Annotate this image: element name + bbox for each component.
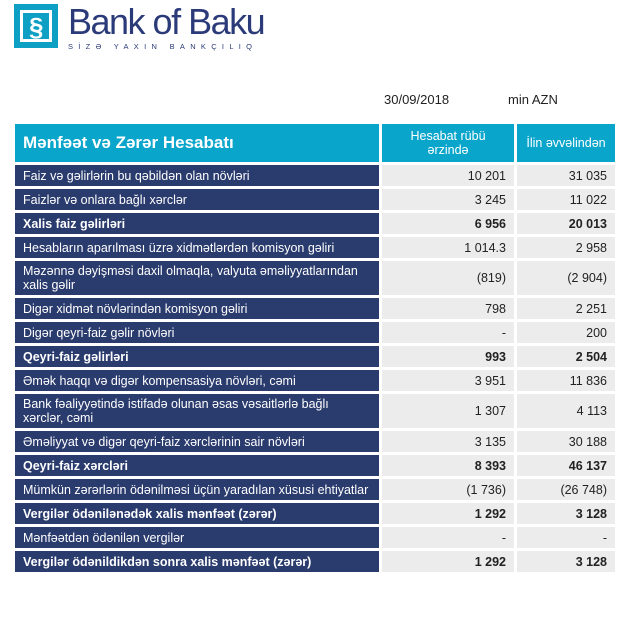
value-quarter: 1 292 xyxy=(382,503,514,524)
income-statement-table xyxy=(12,121,618,575)
value-quarter: 8 393 xyxy=(382,455,514,476)
value-ytd: 2 958 xyxy=(517,237,615,258)
value-quarter: - xyxy=(382,322,514,343)
value-quarter: 1 014.3 xyxy=(382,237,514,258)
value-ytd: (26 748) xyxy=(517,479,615,500)
value-quarter: 6 956 xyxy=(382,213,514,234)
value-ytd: 4 113 xyxy=(517,394,615,428)
value-quarter: 993 xyxy=(382,346,514,367)
value-ytd: 2 251 xyxy=(517,298,615,319)
logo-tagline: SİZƏ YAXIN BANKÇILIQ xyxy=(68,42,258,51)
value-ytd: (2 904) xyxy=(517,261,615,295)
column-header-ytd: İlin əvvəlindən xyxy=(517,124,615,162)
row-label: Əmək haqqı və digər kompensasiya növləri, cəmi xyxy=(15,370,379,391)
logo-name: Bank of Baku xyxy=(68,1,265,42)
value-ytd: 3 128 xyxy=(517,551,615,572)
value-quarter: 3 135 xyxy=(382,431,514,452)
value-ytd: 2 504 xyxy=(517,346,615,367)
value-quarter: (1 736) xyxy=(382,479,514,500)
table-row xyxy=(15,261,615,295)
table-row xyxy=(15,189,615,210)
table-row xyxy=(15,394,615,428)
value-quarter: 1 307 xyxy=(382,394,514,428)
value-ytd: - xyxy=(517,527,615,548)
value-ytd: 20 013 xyxy=(517,213,615,234)
value-quarter: 10 201 xyxy=(382,165,514,186)
table-row xyxy=(15,455,615,476)
table-row xyxy=(15,551,615,572)
value-quarter: 798 xyxy=(382,298,514,319)
row-label: Qeyri-faiz gəlirləri xyxy=(15,346,379,367)
table-row xyxy=(15,370,615,391)
row-label: Digər xidmət növlərindən komisyon gəliri xyxy=(15,298,379,319)
row-label: Mümkün zərərlərin ödənilməsi üçün yaradılan xüsusi ehtiyatlar xyxy=(15,479,379,500)
row-label: Xalis faiz gəlirləri xyxy=(15,213,379,234)
value-ytd: 200 xyxy=(517,322,615,343)
row-label: Faizlər və onlara bağlı xərclər xyxy=(15,189,379,210)
row-label: Digər qeyri-faiz gəlir növləri xyxy=(15,322,379,343)
value-quarter: 1 292 xyxy=(382,551,514,572)
row-label: Məzənnə dəyişməsi daxil olmaqla, valyuta əməliyyatlarından xalis gəlir xyxy=(15,261,379,295)
value-quarter: 3 951 xyxy=(382,370,514,391)
table-row xyxy=(15,298,615,319)
value-ytd: 31 035 xyxy=(517,165,615,186)
currency-unit: min AZN xyxy=(508,92,558,107)
table-row xyxy=(15,503,615,524)
row-label: Əməliyyat və digər qeyri-faiz xərclərinin sair növləri xyxy=(15,431,379,452)
table-row xyxy=(15,479,615,500)
table-title: Mənfəət və Zərər Hesabatı xyxy=(15,124,379,162)
table-row xyxy=(15,527,615,548)
table-row xyxy=(15,322,615,343)
table-row xyxy=(15,237,615,258)
row-label: Qeyri-faiz xərcləri xyxy=(15,455,379,476)
logo-mark-icon: § xyxy=(14,4,58,48)
row-label: Faiz və gəlirlərin bu qəbildən olan növləri xyxy=(15,165,379,186)
row-label: Vergilər ödənildikdən sonra xalis mənfəət (zərər) xyxy=(15,551,379,572)
value-ytd: 11 836 xyxy=(517,370,615,391)
value-quarter: 3 245 xyxy=(382,189,514,210)
row-label: Bank fəaliyyətində istifadə olunan əsas vəsaitlərlə bağlı xərclər, cəmi xyxy=(15,394,379,428)
row-label: Vergilər ödənilənədək xalis mənfəət (zərər) xyxy=(15,503,379,524)
table-row xyxy=(15,431,615,452)
value-ytd: 3 128 xyxy=(517,503,615,524)
value-quarter: (819) xyxy=(382,261,514,295)
value-ytd: 30 188 xyxy=(517,431,615,452)
table-row xyxy=(15,213,615,234)
value-ytd: 11 022 xyxy=(517,189,615,210)
table-row xyxy=(15,165,615,186)
table-row xyxy=(15,346,615,367)
report-date: 30/09/2018 xyxy=(384,92,450,107)
row-label: Mənfəətdən ödənilən vergilər xyxy=(15,527,379,548)
column-header-quarter: Hesabat rübü ərzində xyxy=(382,124,514,162)
bank-logo xyxy=(14,1,265,51)
value-ytd: 46 137 xyxy=(517,455,615,476)
row-label: Hesabların aparılması üzrə xidmətlərdən komisyon gəliri xyxy=(15,237,379,258)
value-quarter: - xyxy=(382,527,514,548)
